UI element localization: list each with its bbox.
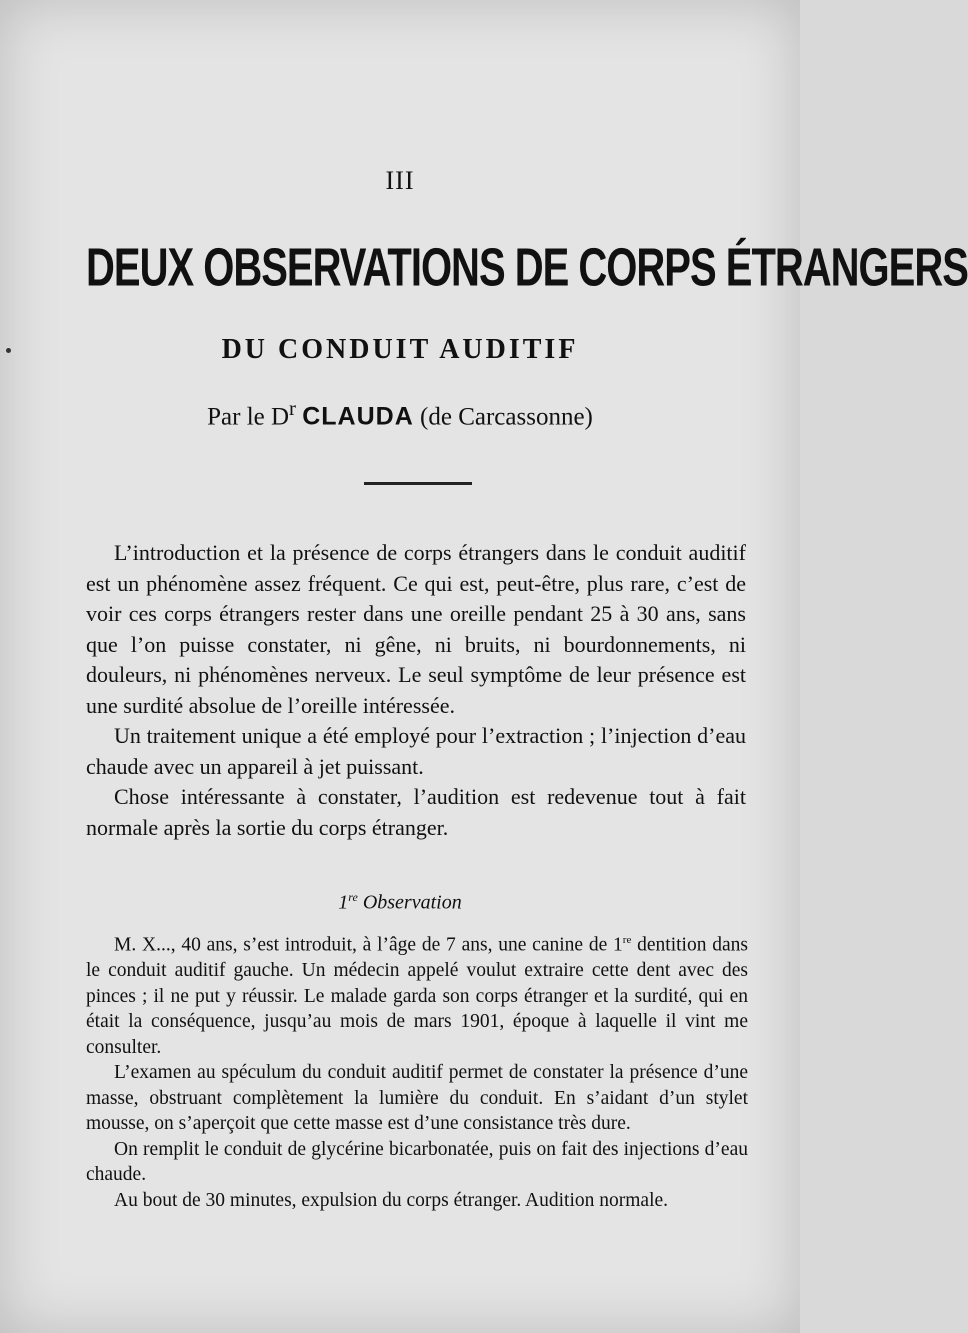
- intro-paragraph: Chose intéressante à constater, l’audition est redevenue tout à fait normale après la sortie du corps étranger.: [86, 784, 746, 840]
- title-rule: [364, 482, 472, 485]
- intro-text: [86, 538, 746, 843]
- observation-heading: [0, 890, 800, 915]
- intro-paragraph: L’introduction et la présence de corps étrangers dans le conduit auditif est un phénomène assez fréquent. Ce qui est, peut-être, plus rare, c’est de voir ces corps étrangers rester dans une oreille pendant 25 à 30 ans, sans que l’on puisse constater, ni gêne, ni bruits, ni bourdonnements, ni douleurs, ni phénomènes nerveux. Le seul symptôme de leur présence est une surdité absolue de l’oreille intéressée.: [86, 540, 746, 718]
- observation-text: [86, 928, 748, 1213]
- observation-heading-sup: re: [348, 890, 358, 904]
- observation-paragraph: [86, 928, 748, 1060]
- article-title: DEUX OBSERVATIONS DE CORPS ÉTRANGERS: [86, 238, 968, 298]
- byline-prefix-sup: r: [289, 396, 296, 420]
- observation-paragraph: Au bout de 30 minutes, expulsion du corps étranger. Audition normale.: [114, 1189, 669, 1211]
- observation-heading-num: 1: [338, 891, 349, 914]
- chapter-number: III: [385, 166, 415, 195]
- intro-paragraph: Un traitement unique a été employé pour l’extraction ; l’injection d’eau chaude avec un appareil à jet puissant.: [86, 723, 746, 779]
- byline-prefix: Par le D: [207, 403, 290, 431]
- author-affiliation: (de Carcassonne): [420, 403, 593, 431]
- article-subtitle: DU CONDUIT AUDITIF: [221, 334, 579, 365]
- observation-p1-a: M. X..., 40 ans, s’est introduit, à l’âge de 7 ans, une canine de 1: [114, 934, 623, 956]
- observation-heading-text: Observation: [362, 891, 462, 914]
- observation-p1-sup: re: [622, 934, 632, 946]
- observation-paragraph: On remplit le conduit de glycérine bicarbonatée, puis on fait des injections d’eau chaude.: [86, 1138, 748, 1185]
- byline: [0, 396, 800, 431]
- author-name: CLAUDA: [302, 402, 414, 431]
- observation-p1-b: dentition dans le conduit auditif gauche. Un médecin appelé voulut extraire cette dent avec des pinces ; il ne put y réussir. Le malade garda son corps étranger et la surdité, qui en était la conséquence, jusqu’au mois de mars 1901, époque à laquelle il vint me consulter.: [86, 934, 748, 1058]
- observation-paragraph: L’examen au spéculum du conduit auditif permet de constater la présence d’une masse, obstruant complètement la lumière du conduit. En s’aidant d’un stylet mousse, on s’aperçoit que cette masse est d’une consistance très dure.: [86, 1062, 748, 1134]
